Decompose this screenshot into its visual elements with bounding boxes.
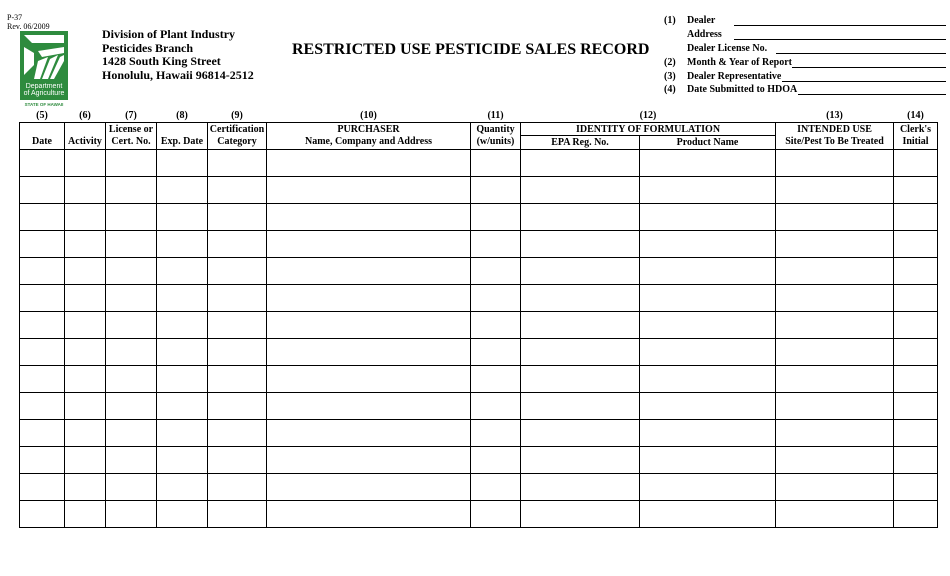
table-cell[interactable] xyxy=(208,393,267,420)
table-cell[interactable] xyxy=(471,447,521,474)
table-cell[interactable] xyxy=(776,177,894,204)
table-cell[interactable] xyxy=(776,501,894,528)
table-row xyxy=(20,312,938,339)
table-cell[interactable] xyxy=(20,177,65,204)
table-cell[interactable] xyxy=(157,150,208,177)
table-cell[interactable] xyxy=(157,204,208,231)
sales-record-table xyxy=(19,109,938,528)
column-header: PURCHASER xyxy=(267,123,471,136)
table-cell[interactable] xyxy=(20,474,65,501)
column-header xyxy=(157,123,208,136)
table-cell[interactable] xyxy=(267,204,471,231)
table-cell[interactable] xyxy=(208,474,267,501)
table-cell[interactable] xyxy=(894,420,938,447)
table-cell[interactable] xyxy=(521,258,640,285)
table-cell[interactable] xyxy=(894,447,938,474)
table-cell[interactable] xyxy=(106,150,157,177)
table-cell[interactable] xyxy=(471,258,521,285)
column-header: License or xyxy=(106,123,157,136)
table-cell[interactable] xyxy=(20,366,65,393)
table-cell[interactable] xyxy=(20,501,65,528)
table-cell[interactable] xyxy=(894,501,938,528)
column-header xyxy=(65,123,106,136)
column-header: Site/Pest To Be Treated xyxy=(776,136,894,150)
page-title: RESTRICTED USE PESTICIDE SALES RECORD xyxy=(292,41,650,58)
table-row xyxy=(20,474,938,501)
table-cell[interactable] xyxy=(894,204,938,231)
table-cell[interactable] xyxy=(106,366,157,393)
table-cell[interactable] xyxy=(471,177,521,204)
table-cell[interactable] xyxy=(894,393,938,420)
table-cell[interactable] xyxy=(640,501,776,528)
dealer-license-field[interactable] xyxy=(776,53,946,54)
table-cell[interactable] xyxy=(776,285,894,312)
table-cell[interactable] xyxy=(521,447,640,474)
agency-street: 1428 South King Street xyxy=(102,54,221,68)
table-cell[interactable] xyxy=(521,420,640,447)
table-cell[interactable] xyxy=(157,312,208,339)
table-cell[interactable] xyxy=(776,231,894,258)
column-number: (8) xyxy=(176,109,188,121)
table-cell[interactable] xyxy=(157,258,208,285)
table-cell[interactable] xyxy=(267,393,471,420)
column-number: (9) xyxy=(231,109,243,121)
table-cell[interactable] xyxy=(640,393,776,420)
table-cell[interactable] xyxy=(65,339,106,366)
table-cell[interactable] xyxy=(521,501,640,528)
agency-branch: Pesticides Branch xyxy=(102,40,193,55)
column-number: (14) xyxy=(907,109,924,121)
table-cell[interactable] xyxy=(65,285,106,312)
dealer-representative-field[interactable] xyxy=(782,81,946,82)
column-header: Certification xyxy=(208,123,267,136)
table-cell[interactable] xyxy=(267,285,471,312)
dealer-field-row: (1) Dealer xyxy=(664,15,948,28)
column-number: (6) xyxy=(79,109,91,121)
column-number: (11) xyxy=(487,109,504,121)
table-cell[interactable] xyxy=(106,393,157,420)
table-cell[interactable] xyxy=(65,150,106,177)
table-cell[interactable] xyxy=(20,393,65,420)
table-cell[interactable] xyxy=(640,204,776,231)
table-cell[interactable] xyxy=(471,501,521,528)
column-number: (7) xyxy=(125,109,137,121)
header-row-bottom xyxy=(20,136,938,150)
table-cell[interactable] xyxy=(267,420,471,447)
table-cell[interactable] xyxy=(208,420,267,447)
table-cell[interactable] xyxy=(471,339,521,366)
table-cell[interactable] xyxy=(521,366,640,393)
table-cell[interactable] xyxy=(208,150,267,177)
table-cell[interactable] xyxy=(776,258,894,285)
table-cell[interactable] xyxy=(894,474,938,501)
table-cell[interactable] xyxy=(894,339,938,366)
table-cell[interactable] xyxy=(208,258,267,285)
table-row xyxy=(20,258,938,285)
table-cell[interactable] xyxy=(106,474,157,501)
column-number: (13) xyxy=(826,109,843,121)
table-cell[interactable] xyxy=(157,285,208,312)
dealer-field-row: Address xyxy=(664,29,948,42)
table-cell[interactable] xyxy=(106,258,157,285)
table-cell[interactable] xyxy=(640,339,776,366)
table-cell[interactable] xyxy=(208,204,267,231)
table-cell[interactable] xyxy=(267,312,471,339)
column-header: Date xyxy=(20,136,65,150)
table-cell[interactable] xyxy=(65,420,106,447)
form-code: P-37 xyxy=(7,13,23,22)
table-cell[interactable] xyxy=(20,150,65,177)
report-month-year-field[interactable] xyxy=(792,67,946,68)
table-cell[interactable] xyxy=(640,150,776,177)
table-cell[interactable] xyxy=(521,285,640,312)
table-cell[interactable] xyxy=(208,231,267,258)
date-submitted-field[interactable] xyxy=(798,94,946,95)
table-cell[interactable] xyxy=(106,285,157,312)
table-cell[interactable] xyxy=(106,447,157,474)
table-cell[interactable] xyxy=(208,285,267,312)
table-cell[interactable] xyxy=(65,231,106,258)
table-cell[interactable] xyxy=(20,447,65,474)
column-header: EPA Reg. No. xyxy=(521,136,640,150)
column-number: (10) xyxy=(360,109,377,121)
agency-division: Division of Plant Industry xyxy=(102,27,236,41)
table-cell[interactable] xyxy=(208,501,267,528)
table-row xyxy=(20,393,938,420)
leaf-emblem-icon xyxy=(20,31,68,83)
table-cell[interactable] xyxy=(20,285,65,312)
column-header: Product Name xyxy=(640,136,776,150)
table-cell[interactable] xyxy=(471,150,521,177)
table-cell[interactable] xyxy=(776,150,894,177)
table-cell[interactable] xyxy=(640,312,776,339)
table-cell[interactable] xyxy=(894,285,938,312)
table-cell[interactable] xyxy=(471,312,521,339)
column-header: Name, Company and Address xyxy=(267,136,471,150)
table-cell[interactable] xyxy=(640,447,776,474)
table-cell[interactable] xyxy=(894,366,938,393)
table-cell[interactable] xyxy=(640,258,776,285)
table-cell[interactable] xyxy=(267,231,471,258)
department-logo xyxy=(20,31,68,109)
table-cell[interactable] xyxy=(20,339,65,366)
table-cell[interactable] xyxy=(267,447,471,474)
table-row xyxy=(20,150,938,177)
header-row-top xyxy=(20,123,938,136)
table-cell[interactable] xyxy=(471,285,521,312)
table-cell[interactable] xyxy=(471,366,521,393)
table-cell[interactable] xyxy=(65,447,106,474)
table-row xyxy=(20,231,938,258)
form-id xyxy=(7,13,50,31)
table-cell[interactable] xyxy=(157,231,208,258)
column-header: Category xyxy=(208,136,267,150)
table-cell[interactable] xyxy=(471,474,521,501)
column-header: Quantity xyxy=(471,123,521,136)
table-cell[interactable] xyxy=(267,177,471,204)
table-cell[interactable] xyxy=(20,231,65,258)
table-cell[interactable] xyxy=(640,474,776,501)
table-cell[interactable] xyxy=(106,231,157,258)
table-cell[interactable] xyxy=(776,420,894,447)
column-header: Exp. Date xyxy=(157,136,208,150)
table-cell[interactable] xyxy=(267,339,471,366)
table-cell[interactable] xyxy=(471,204,521,231)
table-cell[interactable] xyxy=(208,312,267,339)
table-cell[interactable] xyxy=(267,501,471,528)
table-cell[interactable] xyxy=(65,474,106,501)
table-cell[interactable] xyxy=(267,150,471,177)
table-cell[interactable] xyxy=(208,366,267,393)
table-row xyxy=(20,447,938,474)
table-cell[interactable] xyxy=(65,501,106,528)
table-row xyxy=(20,177,938,204)
table-cell[interactable] xyxy=(776,204,894,231)
table-row xyxy=(20,420,938,447)
logo-state: STATE OF HAWAII xyxy=(20,99,68,109)
table-cell[interactable] xyxy=(521,231,640,258)
table-cell[interactable] xyxy=(157,393,208,420)
column-header: Cert. No. xyxy=(106,136,157,150)
dealer-address-field[interactable] xyxy=(734,39,946,40)
table-row xyxy=(20,285,938,312)
dealer-field-row: (2) Month & Year of Report xyxy=(664,57,948,70)
table-cell[interactable] xyxy=(106,312,157,339)
table-cell[interactable] xyxy=(157,447,208,474)
table-cell[interactable] xyxy=(20,420,65,447)
table-cell[interactable] xyxy=(640,366,776,393)
table-cell[interactable] xyxy=(208,339,267,366)
table-cell[interactable] xyxy=(106,501,157,528)
table-cell[interactable] xyxy=(157,177,208,204)
table-cell[interactable] xyxy=(776,474,894,501)
table-cell[interactable] xyxy=(894,258,938,285)
dealer-field-row: (3) Dealer Representative xyxy=(664,71,948,84)
agency-city: Honolulu, Hawaii 96814-2512 xyxy=(102,67,254,82)
table-cell[interactable] xyxy=(894,177,938,204)
agency-address xyxy=(102,28,254,82)
table-cell[interactable] xyxy=(640,177,776,204)
table-cell[interactable] xyxy=(208,177,267,204)
table-cell[interactable] xyxy=(521,204,640,231)
table-cell[interactable] xyxy=(157,501,208,528)
table-cell[interactable] xyxy=(65,393,106,420)
dealer-field-row: (4) Date Submitted to HDOA xyxy=(664,84,948,97)
table-cell[interactable] xyxy=(776,447,894,474)
table-cell[interactable] xyxy=(640,231,776,258)
table-cell[interactable] xyxy=(640,420,776,447)
table-cell[interactable] xyxy=(65,366,106,393)
table-cell[interactable] xyxy=(267,474,471,501)
dealer-name-field[interactable] xyxy=(734,25,946,26)
table-row xyxy=(20,339,938,366)
dealer-field-row: Dealer License No. xyxy=(664,43,948,56)
column-header xyxy=(20,123,65,136)
table-row xyxy=(20,366,938,393)
table-cell[interactable] xyxy=(106,204,157,231)
table-cell[interactable] xyxy=(267,258,471,285)
table-cell[interactable] xyxy=(776,366,894,393)
table-cell[interactable] xyxy=(521,150,640,177)
table-cell[interactable] xyxy=(157,420,208,447)
table-cell[interactable] xyxy=(208,447,267,474)
table-cell[interactable] xyxy=(776,312,894,339)
table-cell[interactable] xyxy=(157,366,208,393)
table-cell[interactable] xyxy=(521,474,640,501)
column-header: (w/units) xyxy=(471,136,521,150)
table-cell[interactable] xyxy=(471,420,521,447)
table-cell[interactable] xyxy=(65,177,106,204)
table-cell[interactable] xyxy=(894,150,938,177)
column-header: Initial xyxy=(894,136,938,150)
table-cell[interactable] xyxy=(65,204,106,231)
column-header: INTENDED USE xyxy=(776,123,894,136)
table-cell[interactable] xyxy=(521,312,640,339)
column-number: (5) xyxy=(36,109,48,121)
table-cell[interactable] xyxy=(106,420,157,447)
table-cell[interactable] xyxy=(20,258,65,285)
table-cell[interactable] xyxy=(65,258,106,285)
table-row xyxy=(20,204,938,231)
table-cell[interactable] xyxy=(521,177,640,204)
table-cell[interactable] xyxy=(521,339,640,366)
table-cell[interactable] xyxy=(894,312,938,339)
table-cell[interactable] xyxy=(267,366,471,393)
table-cell[interactable] xyxy=(157,474,208,501)
table-cell[interactable] xyxy=(20,204,65,231)
form-revision: Rev. 06/2009 xyxy=(7,22,50,31)
table-cell[interactable] xyxy=(894,231,938,258)
table-cell[interactable] xyxy=(776,393,894,420)
column-header: Activity xyxy=(65,136,106,150)
column-header: Clerk's xyxy=(894,123,938,136)
table-cell[interactable] xyxy=(106,177,157,204)
table-cell[interactable] xyxy=(471,231,521,258)
column-number-row xyxy=(20,109,938,123)
column-number: (12) xyxy=(639,109,657,121)
column-header: IDENTITY OF FORMULATION xyxy=(521,123,776,136)
table-cell[interactable] xyxy=(20,312,65,339)
table-row xyxy=(20,501,938,528)
logo-text: Department of Agriculture xyxy=(23,83,65,97)
table-cell[interactable] xyxy=(106,339,157,366)
table-cell[interactable] xyxy=(640,285,776,312)
table-cell[interactable] xyxy=(65,312,106,339)
table-cell[interactable] xyxy=(776,339,894,366)
table-cell[interactable] xyxy=(521,393,640,420)
table-cell[interactable] xyxy=(157,339,208,366)
table-cell[interactable] xyxy=(471,393,521,420)
